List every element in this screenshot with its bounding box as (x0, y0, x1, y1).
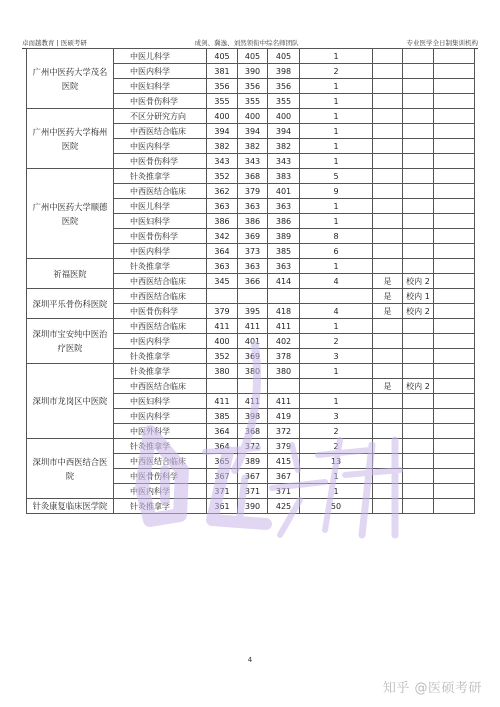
max-score-cell: 401 (268, 184, 300, 199)
extra-cell (434, 184, 475, 199)
max-score-cell: 382 (268, 139, 300, 154)
min-score-cell: 411 (207, 319, 238, 334)
note-cell (403, 424, 434, 439)
min-score-cell: 379 (207, 304, 238, 319)
hospital-name-cell: 深圳市中西医结合医院 (27, 439, 114, 499)
note-cell (403, 184, 434, 199)
min-score-cell: 400 (207, 109, 238, 124)
min-score-cell: 352 (207, 349, 238, 364)
min-score-cell: 381 (207, 64, 238, 79)
note-cell (403, 259, 434, 274)
note-cell (403, 484, 434, 499)
extra-cell (434, 64, 475, 79)
hospital-name-cell: 广州中医药大学茂名医院 (27, 49, 114, 109)
avg-score-cell: 379 (238, 184, 268, 199)
major-cell: 中西医结合临床 (114, 184, 207, 199)
extra-cell (434, 364, 475, 379)
avg-score-cell: 367 (238, 469, 268, 484)
extra-cell (434, 424, 475, 439)
flag-cell (373, 259, 403, 274)
extra-cell (434, 244, 475, 259)
count-cell: 6 (300, 244, 373, 259)
flag-cell (373, 484, 403, 499)
avg-score-cell: 366 (238, 274, 268, 289)
extra-cell (434, 139, 475, 154)
max-score-cell: 405 (268, 49, 300, 64)
avg-score-cell: 371 (238, 484, 268, 499)
note-cell (403, 139, 434, 154)
avg-score-cell: 386 (238, 214, 268, 229)
count-cell: 5 (300, 169, 373, 184)
extra-cell (434, 214, 475, 229)
note-cell (403, 169, 434, 184)
flag-cell (373, 229, 403, 244)
flag-cell (373, 124, 403, 139)
min-score-cell: 371 (207, 484, 238, 499)
flag-cell (373, 79, 403, 94)
major-cell: 针灸推拿学 (114, 499, 207, 514)
avg-score-cell: 398 (238, 409, 268, 424)
extra-cell (434, 169, 475, 184)
min-score-cell: 364 (207, 244, 238, 259)
avg-score-cell: 363 (238, 259, 268, 274)
flag-cell (373, 334, 403, 349)
count-cell: 2 (300, 64, 373, 79)
flag-cell (373, 49, 403, 64)
note-cell: 校内 1 (403, 289, 434, 304)
extra-cell (434, 229, 475, 244)
major-cell: 针灸推拿学 (114, 259, 207, 274)
min-score-cell: 411 (207, 394, 238, 409)
min-score-cell: 355 (207, 94, 238, 109)
note-cell (403, 349, 434, 364)
hospital-name-cell: 深圳市龙岗区中医院 (27, 364, 114, 439)
flag-cell (373, 184, 403, 199)
max-score-cell: 379 (268, 439, 300, 454)
count-cell: 1 (300, 214, 373, 229)
avg-score-cell: 382 (238, 139, 268, 154)
max-score-cell: 419 (268, 409, 300, 424)
header-center-text: 成剑、冀逸、刘然领衔中综名师团队 (194, 38, 299, 47)
count-cell: 1 (300, 109, 373, 124)
min-score-cell: 364 (207, 439, 238, 454)
count-cell: 2 (300, 334, 373, 349)
hospital-name-cell: 深圳平乐骨伤科医院 (27, 289, 114, 319)
note-cell (403, 79, 434, 94)
min-score-cell: 362 (207, 184, 238, 199)
avg-score-cell: 343 (238, 154, 268, 169)
flag-cell (373, 469, 403, 484)
major-cell: 中医内科学 (114, 139, 207, 154)
table-row (27, 109, 475, 124)
min-score-cell: 342 (207, 229, 238, 244)
count-cell: 1 (300, 484, 373, 499)
table-row (27, 364, 475, 379)
note-cell (403, 409, 434, 424)
max-score-cell: 425 (268, 499, 300, 514)
note-cell (403, 214, 434, 229)
count-cell: 2 (300, 439, 373, 454)
hospital-name-cell: 针灸康复临床医学院 (27, 499, 114, 514)
flag-cell (373, 244, 403, 259)
avg-score-cell: 368 (238, 169, 268, 184)
admission-score-table (26, 48, 475, 514)
min-score-cell: 382 (207, 139, 238, 154)
table-row (27, 169, 475, 184)
major-cell: 中医儿科学 (114, 49, 207, 64)
brand-watermark: 知乎 @医硕考研 (382, 681, 482, 696)
extra-cell (434, 379, 475, 394)
flag-cell: 是 (373, 289, 403, 304)
max-score-cell: 398 (268, 64, 300, 79)
min-score-cell (207, 379, 238, 394)
count-cell (300, 379, 373, 394)
note-cell (403, 394, 434, 409)
max-score-cell: 343 (268, 154, 300, 169)
avg-score-cell: 390 (238, 64, 268, 79)
major-cell: 中医内科学 (114, 244, 207, 259)
table-row (27, 49, 475, 64)
note-cell (403, 454, 434, 469)
min-score-cell: 365 (207, 454, 238, 469)
note-cell (403, 64, 434, 79)
max-score-cell: 394 (268, 124, 300, 139)
hospital-name-cell: 深圳市宝安纯中医治疗医院 (27, 319, 114, 364)
avg-score-cell (238, 379, 268, 394)
note-cell (403, 319, 434, 334)
major-cell: 中西医结合临床 (114, 379, 207, 394)
max-score-cell: 402 (268, 334, 300, 349)
min-score-cell: 385 (207, 409, 238, 424)
note-cell (403, 439, 434, 454)
count-cell: 1 (300, 199, 373, 214)
header-left-text: 卓而越教育 | 医硕考研 (22, 38, 87, 47)
avg-score-cell: 369 (238, 349, 268, 364)
flag-cell (373, 394, 403, 409)
flag-cell: 是 (373, 379, 403, 394)
count-cell: 50 (300, 499, 373, 514)
extra-cell (434, 79, 475, 94)
count-cell: 1 (300, 49, 373, 64)
major-cell: 中医内科学 (114, 484, 207, 499)
extra-cell (434, 454, 475, 469)
max-score-cell: 411 (268, 319, 300, 334)
avg-score-cell: 363 (238, 199, 268, 214)
count-cell: 1 (300, 319, 373, 334)
max-score-cell: 371 (268, 484, 300, 499)
avg-score-cell: 401 (238, 334, 268, 349)
min-score-cell: 352 (207, 169, 238, 184)
min-score-cell: 343 (207, 154, 238, 169)
min-score-cell: 380 (207, 364, 238, 379)
avg-score-cell: 372 (238, 439, 268, 454)
count-cell: 1 (300, 469, 373, 484)
count-cell: 1 (300, 79, 373, 94)
avg-score-cell: 395 (238, 304, 268, 319)
hospital-name-cell: 广州中医药大学梅州医院 (27, 109, 114, 169)
table-row (27, 289, 475, 304)
min-score-cell (207, 289, 238, 304)
flag-cell (373, 319, 403, 334)
max-score-cell: 380 (268, 364, 300, 379)
note-cell (403, 109, 434, 124)
extra-cell (434, 349, 475, 364)
avg-score-cell: 390 (238, 499, 268, 514)
hospital-name-cell: 祈福医院 (27, 259, 114, 289)
avg-score-cell (238, 289, 268, 304)
extra-cell (434, 154, 475, 169)
max-score-cell: 355 (268, 94, 300, 109)
note-cell (403, 154, 434, 169)
extra-cell (434, 439, 475, 454)
major-cell: 中医骨伤科学 (114, 304, 207, 319)
max-score-cell (268, 379, 300, 394)
extra-cell (434, 289, 475, 304)
max-score-cell: 415 (268, 454, 300, 469)
extra-cell (434, 304, 475, 319)
avg-score-cell: 411 (238, 319, 268, 334)
major-cell: 中西医结合临床 (114, 274, 207, 289)
note-cell (403, 244, 434, 259)
major-cell: 中医外科学 (114, 424, 207, 439)
avg-score-cell: 394 (238, 124, 268, 139)
count-cell: 3 (300, 349, 373, 364)
note-cell: 校内 2 (403, 379, 434, 394)
max-score-cell: 356 (268, 79, 300, 94)
count-cell: 8 (300, 229, 373, 244)
flag-cell (373, 94, 403, 109)
major-cell: 针灸推拿学 (114, 169, 207, 184)
max-score-cell: 372 (268, 424, 300, 439)
flag-cell (373, 424, 403, 439)
extra-cell (434, 469, 475, 484)
avg-score-cell: 411 (238, 394, 268, 409)
count-cell: 9 (300, 184, 373, 199)
major-cell: 中医内科学 (114, 334, 207, 349)
flag-cell (373, 169, 403, 184)
min-score-cell: 394 (207, 124, 238, 139)
hospital-name-cell: 广州中医药大学顺德医院 (27, 169, 114, 259)
max-score-cell: 411 (268, 394, 300, 409)
extra-cell (434, 94, 475, 109)
table-body (27, 49, 475, 514)
flag-cell (373, 364, 403, 379)
major-cell: 中医内科学 (114, 64, 207, 79)
major-cell: 中医骨伤科学 (114, 229, 207, 244)
max-score-cell: 367 (268, 469, 300, 484)
min-score-cell: 386 (207, 214, 238, 229)
header-right-text: 专业医学全日制集训机构 (406, 38, 478, 47)
major-cell: 中西医结合临床 (114, 289, 207, 304)
count-cell: 4 (300, 274, 373, 289)
extra-cell (434, 49, 475, 64)
min-score-cell: 363 (207, 199, 238, 214)
count-cell: 1 (300, 139, 373, 154)
min-score-cell: 363 (207, 259, 238, 274)
extra-cell (434, 499, 475, 514)
note-cell (403, 229, 434, 244)
count-cell: 13 (300, 454, 373, 469)
avg-score-cell: 400 (238, 109, 268, 124)
flag-cell (373, 454, 403, 469)
table-row (27, 439, 475, 454)
extra-cell (434, 199, 475, 214)
flag-cell (373, 499, 403, 514)
avg-score-cell: 389 (238, 454, 268, 469)
note-cell (403, 94, 434, 109)
flag-cell (373, 109, 403, 124)
count-cell: 1 (300, 124, 373, 139)
max-score-cell: 385 (268, 244, 300, 259)
note-cell (403, 469, 434, 484)
count-cell: 1 (300, 364, 373, 379)
major-cell: 针灸推拿学 (114, 364, 207, 379)
flag-cell (373, 409, 403, 424)
major-cell: 中医妇科学 (114, 394, 207, 409)
major-cell: 中西医结合临床 (114, 319, 207, 334)
min-score-cell: 364 (207, 424, 238, 439)
max-score-cell: 418 (268, 304, 300, 319)
count-cell: 3 (300, 409, 373, 424)
extra-cell (434, 124, 475, 139)
note-cell: 校内 2 (403, 304, 434, 319)
major-cell: 不区分研究方向 (114, 109, 207, 124)
page-number: 4 (247, 656, 253, 664)
count-cell: 4 (300, 304, 373, 319)
major-cell: 针灸推拿学 (114, 439, 207, 454)
note-cell: 校内 2 (403, 274, 434, 289)
extra-cell (434, 484, 475, 499)
flag-cell: 是 (373, 304, 403, 319)
max-score-cell: 400 (268, 109, 300, 124)
extra-cell (434, 394, 475, 409)
flag-cell (373, 154, 403, 169)
flag-cell (373, 199, 403, 214)
max-score-cell: 363 (268, 199, 300, 214)
flag-cell (373, 349, 403, 364)
avg-score-cell: 380 (238, 364, 268, 379)
table-row (27, 319, 475, 334)
major-cell: 中医儿科学 (114, 199, 207, 214)
major-cell: 中医妇科学 (114, 214, 207, 229)
min-score-cell: 405 (207, 49, 238, 64)
flag-cell: 是 (373, 274, 403, 289)
flag-cell (373, 64, 403, 79)
major-cell: 中医骨伤科学 (114, 94, 207, 109)
max-score-cell: 363 (268, 259, 300, 274)
table-row (27, 259, 475, 274)
min-score-cell: 400 (207, 334, 238, 349)
flag-cell (373, 214, 403, 229)
max-score-cell: 386 (268, 214, 300, 229)
count-cell: 2 (300, 424, 373, 439)
major-cell: 中医骨伤科学 (114, 154, 207, 169)
major-cell: 中医骨伤科学 (114, 469, 207, 484)
extra-cell (434, 319, 475, 334)
min-score-cell: 367 (207, 469, 238, 484)
flag-cell (373, 439, 403, 454)
major-cell: 中医妇科学 (114, 79, 207, 94)
avg-score-cell: 373 (238, 244, 268, 259)
max-score-cell: 414 (268, 274, 300, 289)
count-cell: 1 (300, 94, 373, 109)
note-cell (403, 364, 434, 379)
major-cell: 针灸推拿学 (114, 349, 207, 364)
max-score-cell (268, 289, 300, 304)
flag-cell (373, 139, 403, 154)
max-score-cell: 389 (268, 229, 300, 244)
note-cell (403, 199, 434, 214)
avg-score-cell: 356 (238, 79, 268, 94)
min-score-cell: 361 (207, 499, 238, 514)
extra-cell (434, 409, 475, 424)
avg-score-cell: 405 (238, 49, 268, 64)
avg-score-cell: 369 (238, 229, 268, 244)
extra-cell (434, 109, 475, 124)
extra-cell (434, 259, 475, 274)
min-score-cell: 356 (207, 79, 238, 94)
min-score-cell: 345 (207, 274, 238, 289)
count-cell: 1 (300, 394, 373, 409)
count-cell: 1 (300, 259, 373, 274)
avg-score-cell: 355 (238, 94, 268, 109)
table-row (27, 499, 475, 514)
extra-cell (434, 274, 475, 289)
note-cell (403, 499, 434, 514)
max-score-cell: 383 (268, 169, 300, 184)
note-cell (403, 334, 434, 349)
note-cell (403, 124, 434, 139)
count-cell: 1 (300, 154, 373, 169)
major-cell: 中医内科学 (114, 409, 207, 424)
major-cell: 中西医结合临床 (114, 124, 207, 139)
max-score-cell: 378 (268, 349, 300, 364)
page-header (22, 36, 478, 48)
extra-cell (434, 334, 475, 349)
count-cell (300, 289, 373, 304)
note-cell (403, 49, 434, 64)
major-cell: 中西医结合临床 (114, 454, 207, 469)
avg-score-cell: 368 (238, 424, 268, 439)
